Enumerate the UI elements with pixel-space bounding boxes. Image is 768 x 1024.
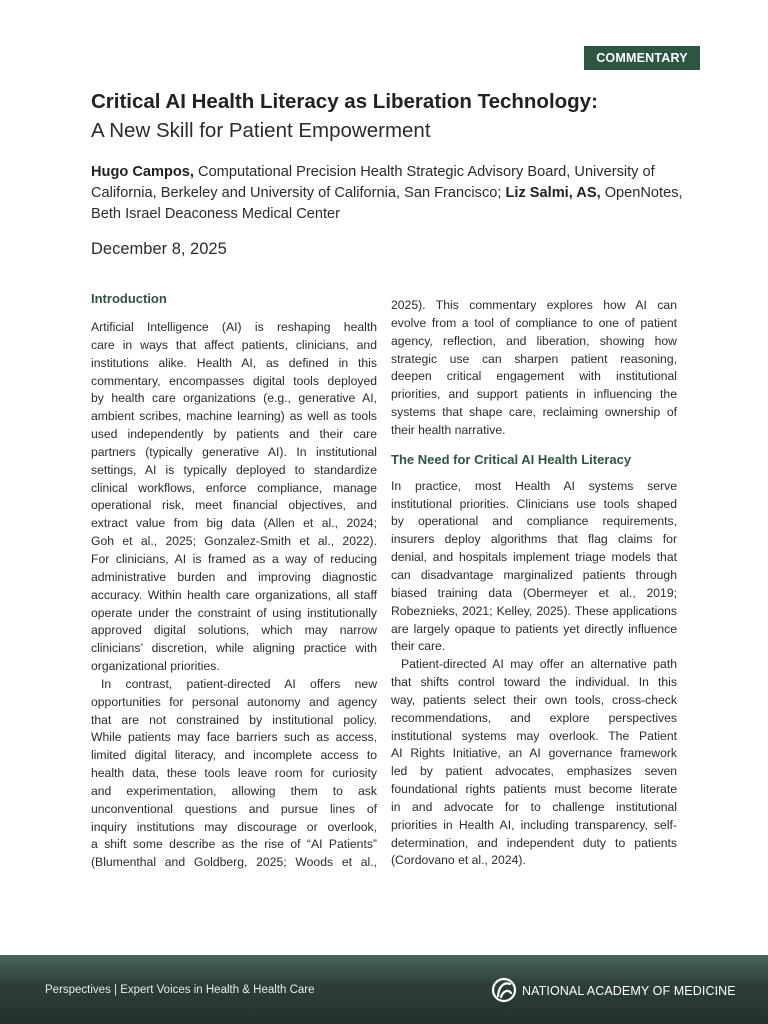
text-line: agency, reflection, and liberation, showing how (391, 333, 677, 348)
text-line: accuracy. Within health care organizations, all staff (91, 587, 377, 602)
text-line: partners (typically generative AI). In institutional (91, 444, 377, 459)
text-line: used independently by patients and their care (91, 427, 377, 442)
author-2-name: Liz Salmi, AS, (505, 185, 601, 201)
text-line: their health narrative. (391, 422, 506, 437)
text-line: limited digital literacy, and incomplete access to (91, 748, 377, 763)
author-1-affiliation: Computational Precision Health Strategic Advisory Board, University of California, Berkeley and University of California, San Francisco; (91, 164, 655, 201)
text-line: opportunities for personal autonomy and agency (91, 694, 377, 709)
intro-paragraph-continued (391, 297, 677, 440)
text-line: clinicians’ discretion, while aligning practice with (91, 641, 377, 656)
text-line: led by patient advocates, emphasizes seven (391, 764, 677, 779)
text-line: AI Rights Initiative, an AI governance framework (391, 746, 677, 761)
text-line: by health care organizations (e.g., generative AI, (91, 391, 377, 406)
text-line: systems that shape care, reclaiming ownership of (391, 405, 677, 420)
author-line (91, 162, 687, 225)
text-line: denial, and hospitals implement triage models that (391, 550, 677, 565)
intro-paragraph-1 (91, 319, 377, 676)
text-line: (Cordovano et al., 2024). (391, 853, 526, 868)
text-line: operational risk, meet financial objectives, and (91, 498, 377, 513)
text-line: priorities in Health AI, including transparency, self- (391, 817, 677, 832)
text-line: that shifts control toward the individual. In this (391, 675, 677, 690)
intro-paragraph-2 (91, 676, 377, 872)
left-column (91, 290, 377, 872)
text-line: organizational priorities. (91, 659, 220, 674)
section-heading-need: The Need for Critical AI Health Literacy (391, 451, 632, 467)
text-line: insurers deploy algorithms that flag claims for (391, 532, 677, 547)
text-line: In contrast, patient-directed AI offers new (101, 676, 377, 691)
need-paragraph-2 (391, 656, 677, 870)
text-line: way, patients select their own tools, cross-check (391, 692, 677, 707)
text-line: Patient-directed AI may offer an alternative path (401, 657, 677, 672)
text-line: approved digital solutions, which may narrow (91, 623, 377, 638)
text-line: deepen critical engagement with institutional (391, 369, 677, 384)
publication-date: December 8, 2025 (91, 240, 227, 258)
text-line: are largely opaque to patients yet directly influence (391, 621, 677, 636)
section-heading-introduction: Introduction (91, 291, 167, 306)
footer-series-label: Perspectives | Expert Voices in Health & Health Care (45, 984, 315, 996)
text-line: inquiry institutions may discourage or overlook, (91, 819, 377, 834)
text-line: 2025). This commentary explores how AI can (391, 298, 677, 312)
text-line: and experimentation, allowing them to ask (91, 783, 377, 798)
page-footer (0, 955, 768, 1024)
footer-organization-name: NATIONAL ACADEMY OF MEDICINE (522, 984, 736, 998)
text-line: by operational and compliance requirements, (391, 514, 677, 529)
text-line: extract value from big data (Allen et al., 2024; (91, 516, 377, 531)
text-line: While patients may face barriers such as access, (91, 730, 377, 745)
article-type-badge: COMMENTARY (584, 46, 700, 70)
text-line: clinical workflows, enforce compliance, manage (91, 480, 377, 495)
text-line: operate under the constraint of using institutionally (91, 605, 377, 620)
text-line: evolve from a tool of compliance to one of patient (391, 315, 677, 330)
text-line: that are not constrained by institutional policy. (91, 712, 377, 727)
text-line: in and advocate for to challenge institutional (391, 799, 677, 814)
text-line: health data, these tools leave room for curiosity (91, 766, 377, 781)
text-line: strategic use can sharpen patient reasoning, (391, 351, 677, 366)
text-line: priorities, and support patients in influencing the (391, 387, 677, 402)
text-line: Goh et al., 2025; Gonzalez-Smith et al., 2022). (91, 534, 377, 549)
text-line: In practice, most Health AI systems serve (391, 478, 677, 493)
nam-logo-icon (489, 977, 519, 1003)
text-line: settings, AI is typically deployed to standardize (91, 462, 377, 477)
text-line: care in ways that affect patients, clinicians, and (91, 337, 377, 352)
text-line: commentary, encompasses digital tools deployed (91, 373, 377, 388)
right-column (391, 290, 677, 870)
text-line: their care. (391, 639, 446, 654)
article-subtitle: A New Skill for Patient Empowerment (91, 119, 431, 142)
text-line: can disadvantage marginalized patients through (391, 567, 677, 582)
text-line: determination, and independent duty to patients (391, 835, 677, 850)
author-1-name: Hugo Campos, (91, 164, 194, 180)
text-line: administrative burden and improving diagnostic (91, 569, 377, 584)
need-paragraph-1 (391, 478, 677, 656)
text-line: recommendations, and explore perspectives (391, 710, 677, 725)
text-line: a shift some describe as the rise of “AI Patients” (91, 837, 377, 852)
text-line: Robeznieks, 2021; Kelley, 2025). These applications (391, 603, 677, 618)
text-line: (Blumenthal and Goldberg, 2025; Woods et al., (91, 855, 377, 870)
text-line: foundational rights patients must become literate (391, 782, 677, 797)
text-line: biased training data (Obermeyer et al., 2019; (391, 585, 677, 600)
author-2-affiliation: OpenNotes, Beth Israel Deaconess Medical Center (91, 185, 683, 222)
article-title: Critical AI Health Literacy as Liberation Technology: (91, 90, 598, 113)
text-line: unconventional questions and pursue lines of (91, 801, 377, 816)
text-line: institutions alike. Health AI, as defined in this (91, 355, 377, 370)
text-line: institutional priorities. Clinicians use tools shaped (391, 496, 677, 511)
text-line: ambient scribes, machine learning) as well as tools (91, 409, 377, 424)
text-line: For clinicians, AI is framed as a way of reducing (91, 551, 377, 566)
text-line: institutional systems may overlook. The Patient (391, 728, 677, 743)
text-line: Artificial Intelligence (AI) is reshaping health (91, 320, 377, 334)
